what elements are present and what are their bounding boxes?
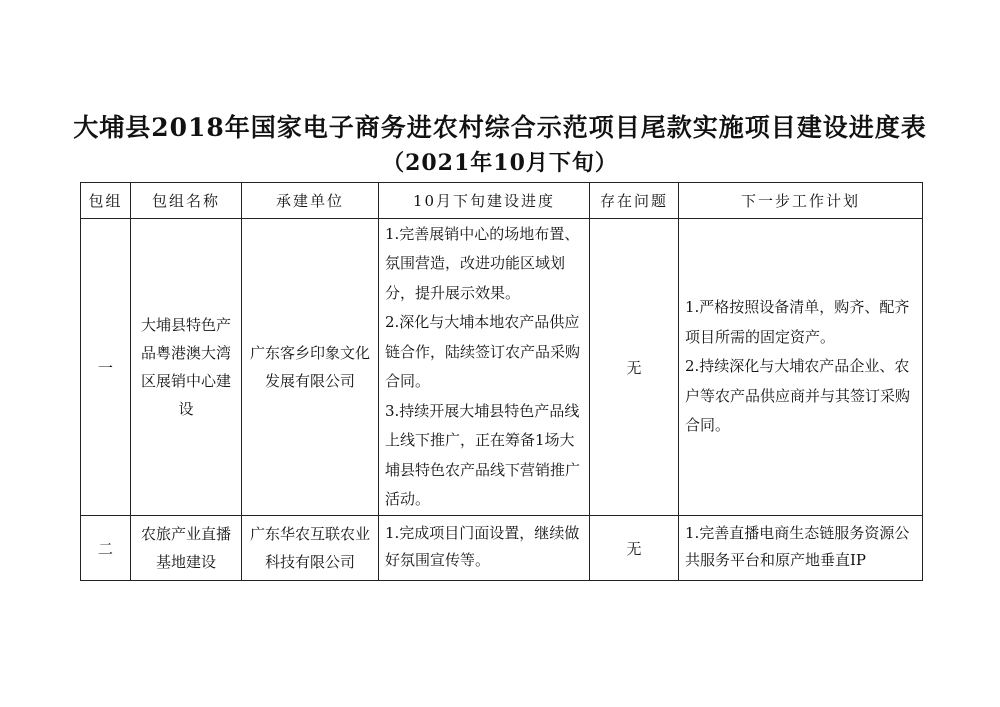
table-row [81,219,923,516]
header-contractor: 承建单位 [242,183,379,219]
package-name: 农旅产业直播基地建设 [131,516,242,581]
header-package-name: 包组名称 [131,183,242,219]
progress-item: 3.持续开展大埔县特色产品线上线下推广，正在筹备1场大埔县特色农产品线下营销推广活动。 [385,401,581,508]
table-row [81,516,923,581]
plan-cell [679,516,923,581]
table-header-row [81,183,923,219]
document-subtitle: （2021年10月下旬） [382,150,618,176]
issues-cell: 无 [590,516,679,581]
group-number: 二 [81,516,131,581]
document-title: 大埔县2018年国家电子商务进农村综合示范项目尾款实施项目建设进度表 [73,113,927,142]
issues-cell: 无 [590,219,679,516]
contractor-name: 广东华农互联农业科技有限公司 [242,516,379,581]
plan-cell [679,219,923,516]
plan-item: 1.严格按照设备清单，购齐、配齐项目所需的固定资产。 [685,298,910,346]
progress-cell [379,219,590,516]
header-group: 包组 [81,183,131,219]
progress-item: 2.深化与大埔本地农产品供应链合作，陆续签订农产品采购合同。 [385,313,581,390]
contractor-name: 广东客乡印象文化发展有限公司 [242,219,379,516]
header-issues: 存在问题 [590,183,679,219]
progress-cell [379,516,590,581]
plan-item: 1.完善直播电商生态链服务资源公共服务平台和原产地垂直IP [685,524,910,569]
progress-table [80,182,923,581]
progress-item: 1.完善展销中心的场地布置、氛围营造，改进功能区域划分，提升展示效果。 [385,224,580,302]
plan-item: 2.持续深化与大埔农产品企业、农户等农产品供应商并与其签订采购合同。 [685,357,911,435]
header-next-plan: 下一步工作计划 [679,183,923,219]
progress-item: 1.完成项目门面设置，继续做好氛围宣传等。 [385,524,580,569]
group-number: 一 [81,219,131,516]
package-name: 大埔县特色产品粤港澳大湾区展销中心建设 [131,219,242,516]
header-progress: 10月下旬建设进度 [379,183,590,219]
